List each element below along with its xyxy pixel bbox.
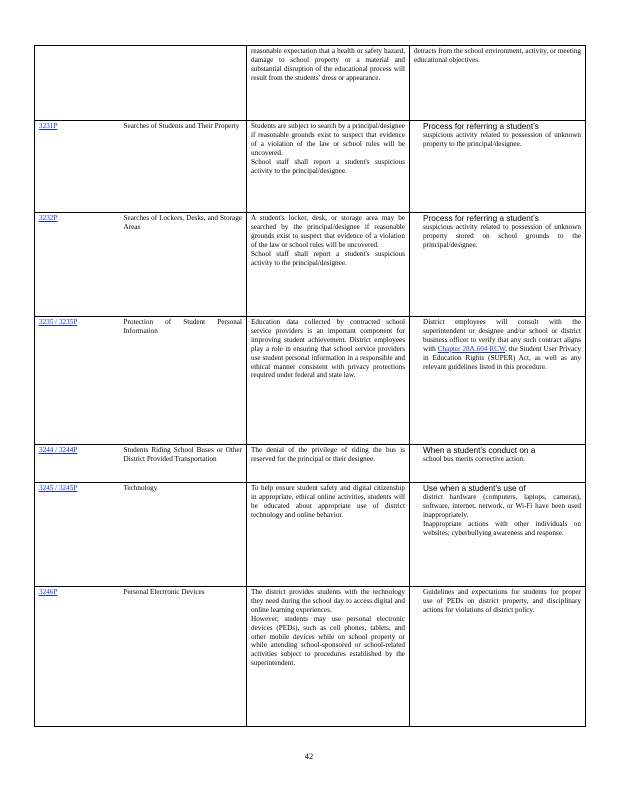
policy-notes-cell: [410, 46, 586, 121]
rcw-chapter-link[interactable]: Chapter 28A.604 RCW: [437, 344, 506, 353]
note-body: [423, 520, 581, 538]
policy-description-cell: [247, 213, 410, 317]
note-text: suspicious activity related to possession of unknown property to the principal/designee.: [423, 131, 581, 149]
policy-number-cell: [35, 213, 120, 317]
policy-notes-cell: [410, 445, 586, 483]
note-bullet-item: [414, 588, 581, 615]
table-row: [35, 483, 586, 587]
policy-notes-cell: [410, 587, 586, 727]
note-body: [423, 214, 581, 250]
note-bullet-item: [414, 446, 581, 464]
note-text: district hardware (computers, laptops, cameras), software, internet, network, or Wi-Fi have been used inappropriately.: [423, 493, 581, 520]
policy-description-cell: [247, 121, 410, 213]
policy-number-link[interactable]: 3244 / 3244P: [39, 446, 78, 454]
note-body: [423, 318, 581, 371]
note-body: [423, 588, 581, 615]
table-row: [35, 121, 586, 213]
table-row: [35, 587, 586, 727]
policy-title-cell: [120, 46, 247, 121]
policy-title-cell: Personal Electronic Devices: [120, 587, 247, 727]
policy-title-cell: Technology: [120, 483, 247, 587]
note-bullet-item: [414, 214, 581, 250]
note-bullet-item: [414, 122, 581, 149]
note-body: [423, 122, 581, 149]
policy-number-link[interactable]: 3245 / 3245P: [39, 484, 78, 492]
policy-table: [34, 45, 586, 727]
note-text: detracts from the school environment, activity, or meeting educational objectives.: [414, 47, 581, 64]
page-number: 42: [304, 751, 314, 761]
bullet-icon: [414, 588, 423, 615]
policy-title-cell: Protection of Student Personal Information: [120, 317, 247, 445]
note-bullet-item: [414, 520, 581, 538]
note-text: suspicious activity related to possession of unknown property stored on school grounds to the principal/designee.: [423, 223, 581, 250]
description-paragraph: Education data collected by contracted school service providers is an important component for improving student achievement. District employees play a role in ensuring that school service providers use student personal information in a responsible and ethical manner consistent with privacy protections required under federal and state law.: [251, 318, 405, 380]
policy-number-cell: [35, 445, 120, 483]
policy-number-link[interactable]: 3231P: [39, 122, 58, 130]
policy-title-cell: Searches of Lockers, Desks, and Storage Areas: [120, 213, 247, 317]
policy-number-cell: [35, 587, 120, 727]
policy-description-cell: [247, 445, 410, 483]
note-text: Guidelines and expectations for students for proper use of PEDs on district property, and disciplinary actions for violations of district policy.: [423, 588, 581, 614]
policy-title-cell: Students Riding School Buses or Other District Provided Transportation: [120, 445, 247, 483]
note-lead: Use when a student’s use of: [423, 484, 526, 493]
table-row: [35, 317, 586, 445]
note-text: school bus merits corrective action.: [423, 455, 525, 464]
policy-number-link[interactable]: 3246P: [39, 588, 58, 596]
policy-number-cell: [35, 121, 120, 213]
description-paragraph: The denial of the privilege of riding the bus is reserved for the principal or their designee.: [251, 446, 405, 463]
note-bullet-item: [414, 318, 581, 371]
description-paragraph: Students are subject to search by a principal/designee if reasonable grounds exist to suspect that evidence of a violation of the law or school rules will be uncovered.: [251, 122, 405, 157]
description-paragraph: reasonable expectation that a health or safety hazard, damage to school property or a material and substantial disruption of the educational process will result from the students' dress or appearance.: [251, 47, 405, 82]
policy-number-link[interactable]: 3235 / 3235P: [39, 318, 78, 326]
policy-number-cell: [35, 483, 120, 587]
table-row: [35, 213, 586, 317]
note-body: [423, 484, 581, 520]
note-text-post: , the Student User Privacy in Education Rights (SUPER) Act, as well as any relevant guidelines listed in this procedure.: [423, 344, 582, 371]
table-row: [35, 46, 586, 121]
bullet-icon: [414, 484, 423, 520]
policy-table-body: [35, 46, 586, 727]
bullet-icon: [414, 214, 423, 250]
description-paragraph: School staff shall report a student's suspicious activity to the principal/designee.: [251, 157, 405, 175]
policy-notes-cell: [410, 213, 586, 317]
policy-description-cell: [247, 483, 410, 587]
note-lead: Process for referring a student’s: [423, 122, 539, 131]
bullet-icon: [414, 446, 423, 464]
policy-description-cell: [247, 587, 410, 727]
policy-number-cell: [35, 317, 120, 445]
bullet-icon: [414, 318, 423, 371]
bullet-icon: [414, 122, 423, 149]
description-paragraph: School staff shall report a student's suspicious activity to the principal/designee.: [251, 249, 405, 267]
note-text: Inappropriate actions with other individuals on websites; cyberbullying awareness and response.: [423, 520, 581, 538]
description-paragraph: To help ensure student safety and digital citizenship in appropriate, ethical online activities, students will be educated about appropriate use of district technology and online behavior.: [251, 484, 405, 519]
note-body: [423, 446, 581, 464]
policy-notes-cell: [410, 317, 586, 445]
policy-description-cell: [247, 317, 410, 445]
policy-notes-cell: [410, 483, 586, 587]
note-lead: When a student’s conduct on a: [423, 446, 536, 455]
note-lead: Process for referring a student’s: [423, 214, 539, 223]
policy-number-link[interactable]: 3232P: [39, 214, 58, 222]
note-bullet-item: [414, 484, 581, 520]
description-paragraph: However, students may use personal electronic devices (PEDs), such as cell phones, tablets, and other mobile devices while on school property or while attending school-sponsored or school-related activities subject to procedures established by the superintendent.: [251, 614, 405, 668]
bullet-icon: [414, 520, 423, 538]
policy-title-cell: Searches of Students and Their Property: [120, 121, 247, 213]
description-paragraph: The district provides students with the technology they need during the school day to access digital and online learning experiences.: [251, 588, 405, 614]
table-row: [35, 445, 586, 483]
description-paragraph: A student's locker, desk, or storage area may be searched by the principal/designee if reasonable grounds exist to suspect that evidence of a violation of the law or school rules will be uncovered.: [251, 214, 405, 249]
note-text-pre: District employees will consult with the superintendent or designee and/or school or district business officer to verify that any such contract aligns with: [423, 318, 581, 353]
policy-notes-cell: [410, 121, 586, 213]
policy-description-cell: [247, 46, 410, 121]
policy-number-cell: [35, 46, 120, 121]
